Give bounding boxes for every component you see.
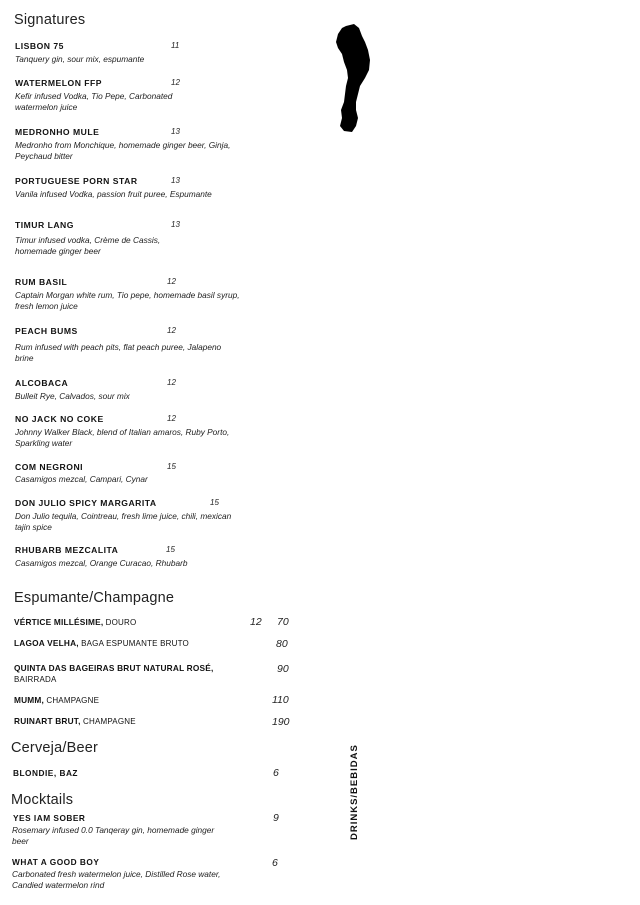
signature-item-desc: Bulleit Rye, Calvados, sour mix	[15, 391, 130, 401]
section-title-cerveja: Cerveja/Beer	[11, 740, 99, 756]
signature-item-name: MEDRONHO MULE	[15, 127, 100, 137]
wine-bottle-price: 190	[272, 716, 290, 728]
signature-item-desc: Vanila infused Vodka, passion fruit puree, Espumante	[15, 189, 212, 199]
signature-item-desc: Don Julio tequila, Cointreau, fresh lime juice, chili, mexican tajin spice	[15, 511, 232, 532]
wine-name: VÉRTICE MILLÉSIME,	[14, 617, 104, 627]
wine-item	[14, 716, 136, 726]
signature-item-name: ALCOBACA	[15, 378, 69, 388]
wine-item	[14, 638, 189, 648]
wine-glass-price: 12	[250, 616, 262, 628]
side-label-drinks: DRINKS/BEBIDAS	[349, 744, 360, 840]
wine-bottle-price: 80	[276, 638, 288, 650]
beer-item-name: BLONDIE, BAZ	[13, 768, 78, 778]
signature-item-price: 12	[171, 78, 180, 87]
signature-item-desc: Tanquery gin, sour mix, espumante	[15, 54, 145, 64]
wine-name: MUMM,	[14, 695, 45, 705]
signature-item-desc: Rum infused with peach pits, flat peach puree, Jalapeno brine	[15, 342, 222, 363]
wine-name: QUINTA DAS BAGEIRAS BRUT NATURAL ROSÉ,	[14, 663, 214, 673]
portugal-map-silhouette-icon	[332, 22, 376, 136]
signature-item-name: PORTUGUESE PORN STAR	[15, 176, 138, 186]
wine-bottle-price: 70	[277, 616, 289, 628]
wine-region: CHAMPAGNE	[46, 696, 100, 705]
wine-item	[14, 695, 99, 705]
wine-region: BAIRRADA	[14, 675, 57, 684]
signature-item-price: 15	[166, 545, 175, 554]
signature-item-name: NO JACK NO COKE	[15, 414, 104, 424]
wine-name: LAGOA VELHA,	[14, 638, 79, 648]
signature-item-desc: Kefir infused Vodka, Tio Pepe, Carbonated watermelon juice	[15, 91, 173, 112]
wine-item	[14, 663, 214, 673]
wine-bottle-price: 90	[277, 663, 289, 675]
wine-region: BAGA ESPUMANTE BRUTO	[81, 639, 189, 648]
signature-item-desc: Casamigos mezcal, Campari, Cynar	[15, 474, 148, 484]
signature-item-price: 15	[210, 498, 219, 507]
signature-item-name: DON JULIO SPICY MARGARITA	[15, 498, 157, 508]
section-title-mocktails: Mocktails	[11, 792, 74, 808]
signature-item-price: 13	[171, 127, 180, 136]
signature-item-price: 13	[171, 176, 180, 185]
wine-item	[14, 617, 136, 627]
signature-item-name: TIMUR LANG	[15, 220, 74, 230]
mocktail-item-desc: Carbonated fresh watermelon juice, Distilled Rose water, Candied watermelon rind	[12, 869, 221, 890]
signature-item-desc: Casamigos mezcal, Orange Curacao, Rhubarb	[15, 558, 188, 568]
wine-bottle-price: 110	[272, 694, 289, 706]
signature-item-name: WATERMELON FFP	[15, 78, 103, 88]
signature-item-price: 15	[167, 462, 176, 471]
beer-item-price: 6	[273, 767, 279, 779]
mocktail-item-price: 6	[272, 857, 278, 869]
signature-item-price: 12	[167, 378, 176, 387]
signature-item-price: 11	[171, 41, 180, 50]
signature-item-desc: Johnny Walker Black, blend of Italian amaros, Ruby Porto, Sparkling water	[15, 427, 230, 448]
signature-item-name: LISBON 75	[15, 41, 64, 51]
wine-name: RUINART BRUT,	[14, 716, 81, 726]
mocktail-item-name: WHAT A GOOD BOY	[12, 857, 100, 867]
signature-item-price: 12	[167, 277, 176, 286]
signature-item-name: COM NEGRONI	[15, 462, 84, 472]
section-title-espumante: Espumante/Champagne	[14, 590, 175, 606]
signature-item-name: RUM BASIL	[15, 277, 68, 287]
signature-item-price: 13	[171, 220, 180, 229]
wine-region: CHAMPAGNE	[82, 717, 136, 726]
signature-item-desc: Medronho from Monchique, homemade ginger beer, Ginja, Peychaud bitter	[15, 140, 231, 161]
signature-item-price: 12	[167, 414, 176, 423]
mocktail-item-price: 9	[273, 812, 279, 824]
section-title-signatures: Signatures	[14, 12, 86, 28]
signature-item-desc: Captain Morgan white rum, Tio pepe, homemade basil syrup, fresh lemon juice	[15, 290, 240, 311]
signature-item-price: 12	[167, 326, 176, 335]
mocktail-item-name: YES IAM SOBER	[13, 813, 86, 823]
wine-region: DOURO	[105, 618, 137, 627]
signature-item-name: RHUBARB MEZCALITA	[15, 545, 119, 555]
signature-item-desc: Timur infused vodka, Crème de Cassis, homemade ginger beer	[15, 235, 161, 256]
mocktail-item-desc: Rosemary infused 0.0 Tanqeray gin, homemade ginger beer	[12, 825, 215, 846]
signature-item-name: PEACH BUMS	[15, 326, 78, 336]
